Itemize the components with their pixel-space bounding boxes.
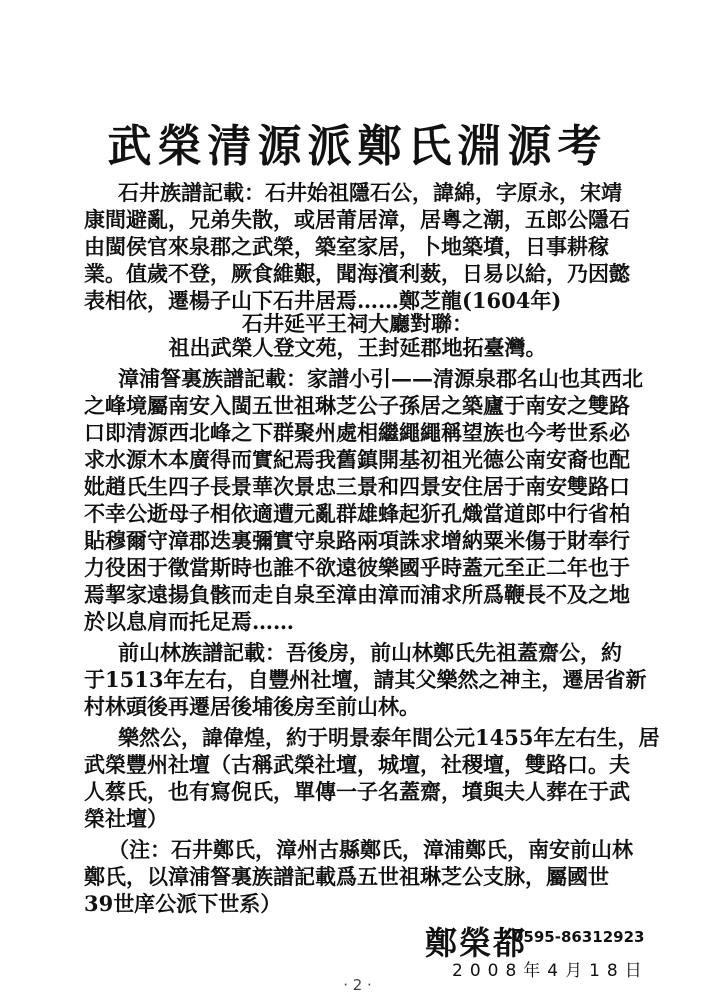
text-line: 不幸公逝母子相依適遭元亂群雄蜂起㹞孔熾當道郎中行省柏 [84, 501, 630, 526]
text-line: 業。值歲不登，厥食維艱，聞海濱利薮，日易以給，乃因懿 [84, 261, 630, 286]
text-line: 口即清源西北峰之下群聚州處相繼繩繩稱望族也今考世系必 [84, 420, 630, 445]
couplet-text: 祖出武榮人登文苑，王封延郡地拓臺灣。 [168, 335, 547, 360]
signature-phone: 0595-86312923 [513, 928, 645, 946]
page-number: · 2 · [343, 976, 372, 994]
text-line: 求水源木本廣得而實紀焉我舊鎮開基初祖光德公南安裔也配 [84, 447, 630, 472]
text-line: 石井族譜記載：石井始祖隱石公，諱綿，字原永，宋靖 [118, 180, 622, 205]
text-line: 榮社壇） [84, 806, 168, 831]
text-line: （注：石井鄭氏，漳州古縣鄭氏，漳浦鄭氏，南安前山林 [108, 837, 633, 862]
text-line: 鄭氏，以漳浦詧裏族譜記載爲五世祖琳芝公支脉，屬國世 [84, 864, 609, 889]
text-line: 之峰境屬南安入閩五世祖琳芝公子孫居之築廬于南安之雙路 [84, 393, 630, 418]
text-line: 康間避亂，兄弟失散，或居莆居漳，居粵之潮，五郎公隱石 [84, 207, 630, 232]
document-title: 武榮清源派鄭氏淵源考 [107, 121, 608, 172]
text-line: 武榮豐州社壇（古稱武榮社壇，城壇，社稷壇，雙路口。夫 [84, 752, 630, 777]
text-line: 村林頭後再遷居後埔後房至前山林。 [84, 694, 420, 719]
text-line: 貼穆爾守漳郡迭裏彌實守泉路兩項誅求增納粟米傷于財奉行 [84, 528, 630, 553]
text-line: 妣趙氏生四子長景華次景忠三景和四景安住居于南安雙路口 [84, 474, 630, 499]
couplet-title: 石井延平王祠大廳對聯： [242, 311, 473, 336]
text-line: 前山林族譜記載：吾後房，前山林鄭氏先祖蓋齋公，約 [118, 640, 622, 665]
text-line: 樂然公，諱偉煌，約于明景泰年間公元1455年左右生，居 [118, 725, 660, 750]
text-line: 由閩侯官來泉郡之武榮，築室家居，卜地築墳，日事耕稼 [84, 234, 609, 259]
text-line: 力役困于徵當斯時也誰不欲遠彼樂國乎時蓋元至正二年也于 [84, 555, 630, 580]
signature-date: 2008年4月18日 [452, 961, 649, 981]
text-line: 人蔡氏，也有寫倪氏，單傳一子名蓋齋，墳與夫人葬在于武 [84, 779, 630, 804]
text-line: 焉挈家遠揚負骸而走自泉至漳由漳而浦求所爲鞭長不及之地 [84, 582, 630, 607]
text-line: 於以息肩而托足焉…… [84, 609, 294, 634]
text-line: 39世庠公派下世系） [84, 891, 282, 916]
text-line: 漳浦詧裏族譜記載：家譜小引——清源泉郡名山也其西北 [118, 366, 643, 391]
signature-name: 鄭榮都 [425, 924, 528, 962]
text-line: 于1513年左右，自豐州社壇，請其父樂然之神主，遷居省新 [84, 667, 647, 692]
text-line: 表相依，遷楊子山下石井居焉……鄭芝龍(1604年) [84, 288, 562, 313]
